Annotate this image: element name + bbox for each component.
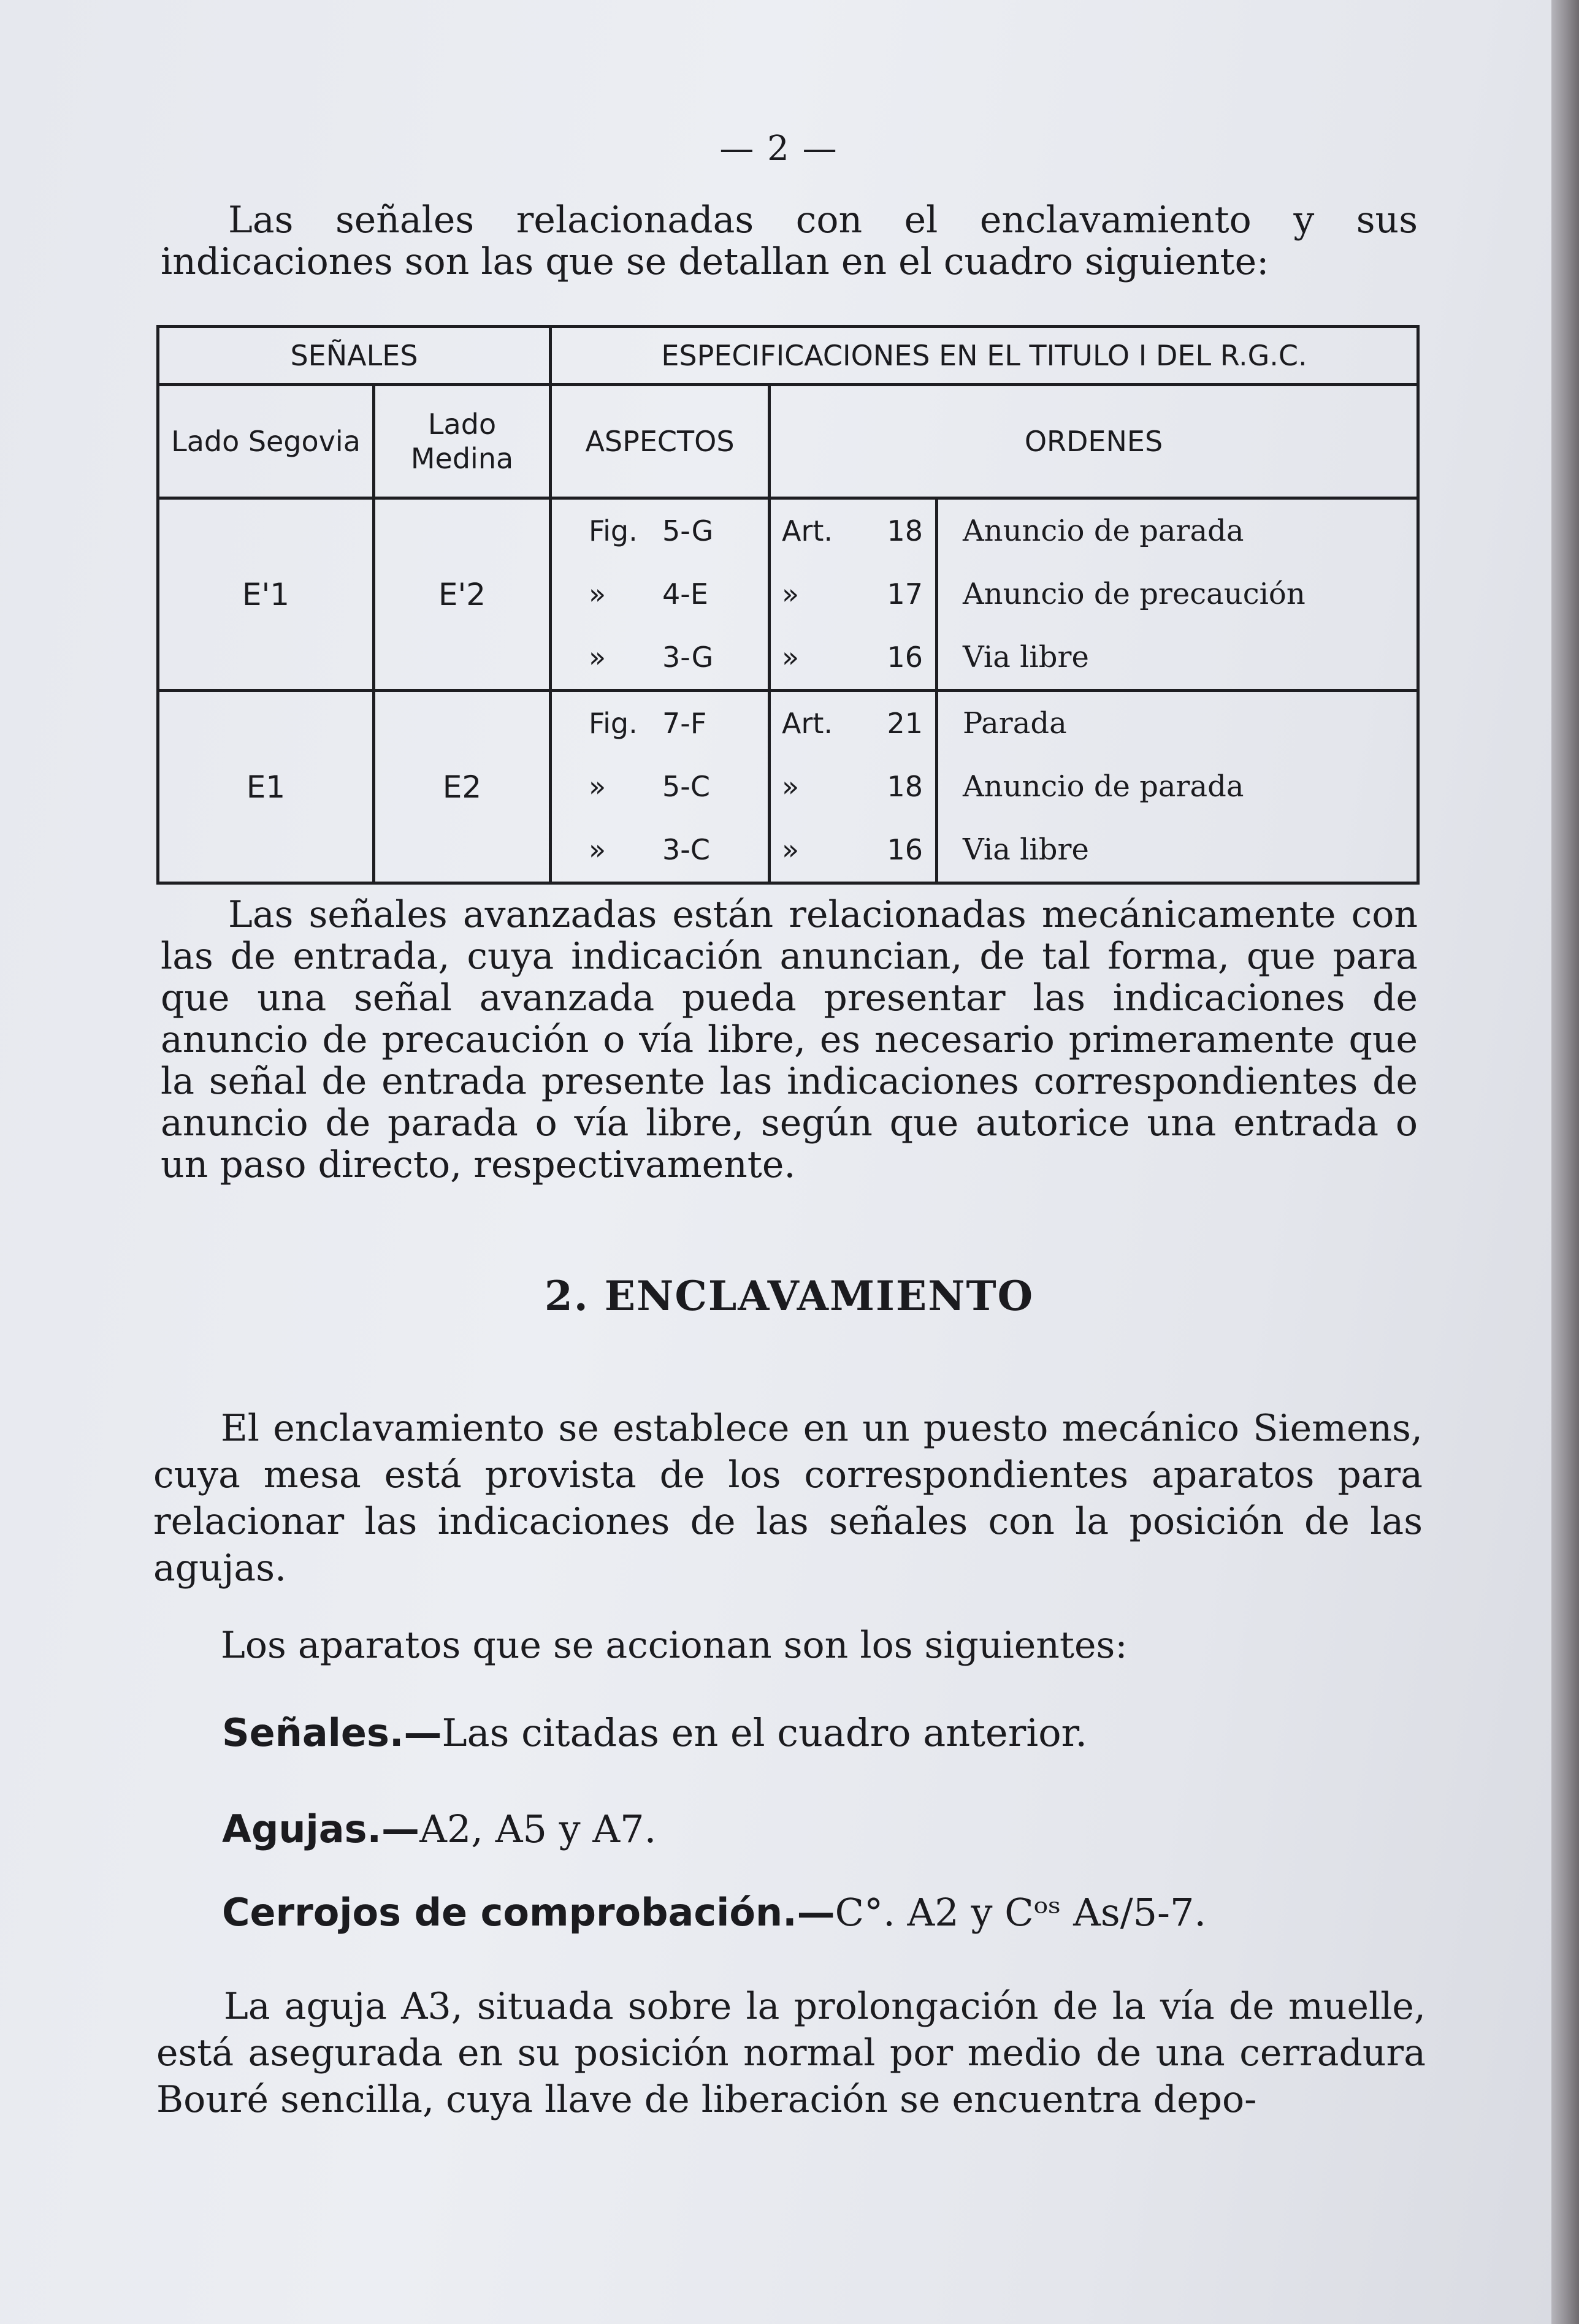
art-label: » [782,641,800,674]
col-ordenes: ORDENES [770,385,1418,498]
list-item [222,1807,656,1851]
fig-value: 4-E [662,577,708,611]
table-header-row [158,327,1418,385]
art-label: Art. [782,707,833,740]
art-label: » [782,770,800,803]
table-row [158,498,1418,691]
fig-label: » [589,833,606,866]
enclavamiento-paragraph: El enclavamiento se establece en un puesto mecánico Siemens, cuya mesa está provista de los correspondientes aparatos para relacionar las indicaciones de las señales con la posición de las agujas. [153,1407,1423,1590]
orden-text: Via libre [963,832,1089,867]
list-item [222,1710,1087,1755]
orden-text: Anuncio de precaución [963,577,1306,611]
page-number: — 2 — [719,129,838,169]
fig-value: 5-G [662,514,714,547]
signal-medina: E2 [374,691,551,883]
art-label: » [782,577,800,611]
articulo-cell [770,691,937,883]
table-row [158,691,1418,883]
col-medina: Lado Medina [374,385,551,498]
table-subheader-row [158,385,1418,498]
aspectos-cell [551,498,770,691]
art-value: 16 [887,641,923,674]
fig-value: 7-F [662,707,707,740]
fig-label: » [589,577,606,611]
ordenes-cell [937,498,1418,691]
item-label: Señales.— [222,1710,442,1755]
signal-segovia: E1 [158,691,374,883]
fig-value: 5-C [662,770,710,803]
fig-label: Fig. [589,707,638,740]
col-segovia: Lado Segovia [158,385,374,498]
section-heading: 2. ENCLAVAMIENTO [544,1272,1034,1320]
header-signals: SEÑALES [158,327,551,385]
item-text: A2, A5 y A7. [419,1807,657,1851]
signal-segovia: E'1 [158,498,374,691]
art-label: » [782,833,800,866]
item-label: Agujas.— [222,1807,420,1851]
articulo-cell [770,498,937,691]
aparatos-paragraph: Los aparatos que se accionan son los siguientes: [221,1624,1128,1667]
item-text: C°. A2 y Cᵒˢ As/5-7. [835,1890,1207,1935]
orden-text: Anuncio de parada [963,514,1244,548]
orden-text: Parada [963,706,1067,741]
orden-text: Anuncio de parada [963,769,1244,804]
art-label: Art. [782,514,833,547]
fig-value: 3-C [662,833,710,866]
art-value: 21 [887,707,923,740]
item-label: Cerrojos de comprobación.— [222,1890,835,1935]
signals-table [156,325,1420,885]
art-value: 18 [887,770,923,803]
orden-text: Via libre [963,640,1089,674]
list-item [222,1890,1206,1935]
avanzadas-paragraph: Las señales avanzadas están relacionadas mecánicamente con las de entrada, cuya indicación anuncian, de tal forma, que para que una señal avanzada pueda presentar las indicaciones de anuncio de precaución o vía libre, es necesario primeramente que la señal de entrada presente las indicaciones correspondientes de anuncio de parada o vía libre, según que autorice una entrada o un paso directo, respectivamente. [161,893,1418,1186]
book-spine [1551,0,1579,2324]
item-text: Las citadas en el cuadro anterior. [442,1710,1088,1755]
fig-label: » [589,770,606,803]
fig-label: » [589,641,606,674]
intro-paragraph: Las señales relacionadas con el enclavamiento y sus indicaciones son las que se detallan en el cuadro siguiente: [161,199,1418,283]
fig-value: 3-G [662,641,714,674]
aspectos-cell [551,691,770,883]
art-value: 17 [887,577,923,611]
ordenes-cell [937,691,1418,883]
fig-label: Fig. [589,514,638,547]
aguja-paragraph: La aguja A3, situada sobre la prolongación de la vía de muelle, está asegurada en su posición normal por medio de una cerradura Bouré sencilla, cuya llave de liberación se encuentra depo- [156,1985,1426,2121]
art-value: 16 [887,833,923,866]
signal-medina: E'2 [374,498,551,691]
col-aspectos: ASPECTOS [551,385,770,498]
header-specs: ESPECIFICACIONES EN EL TITULO I DEL R.G.C. [551,327,1418,385]
art-value: 18 [887,514,923,547]
